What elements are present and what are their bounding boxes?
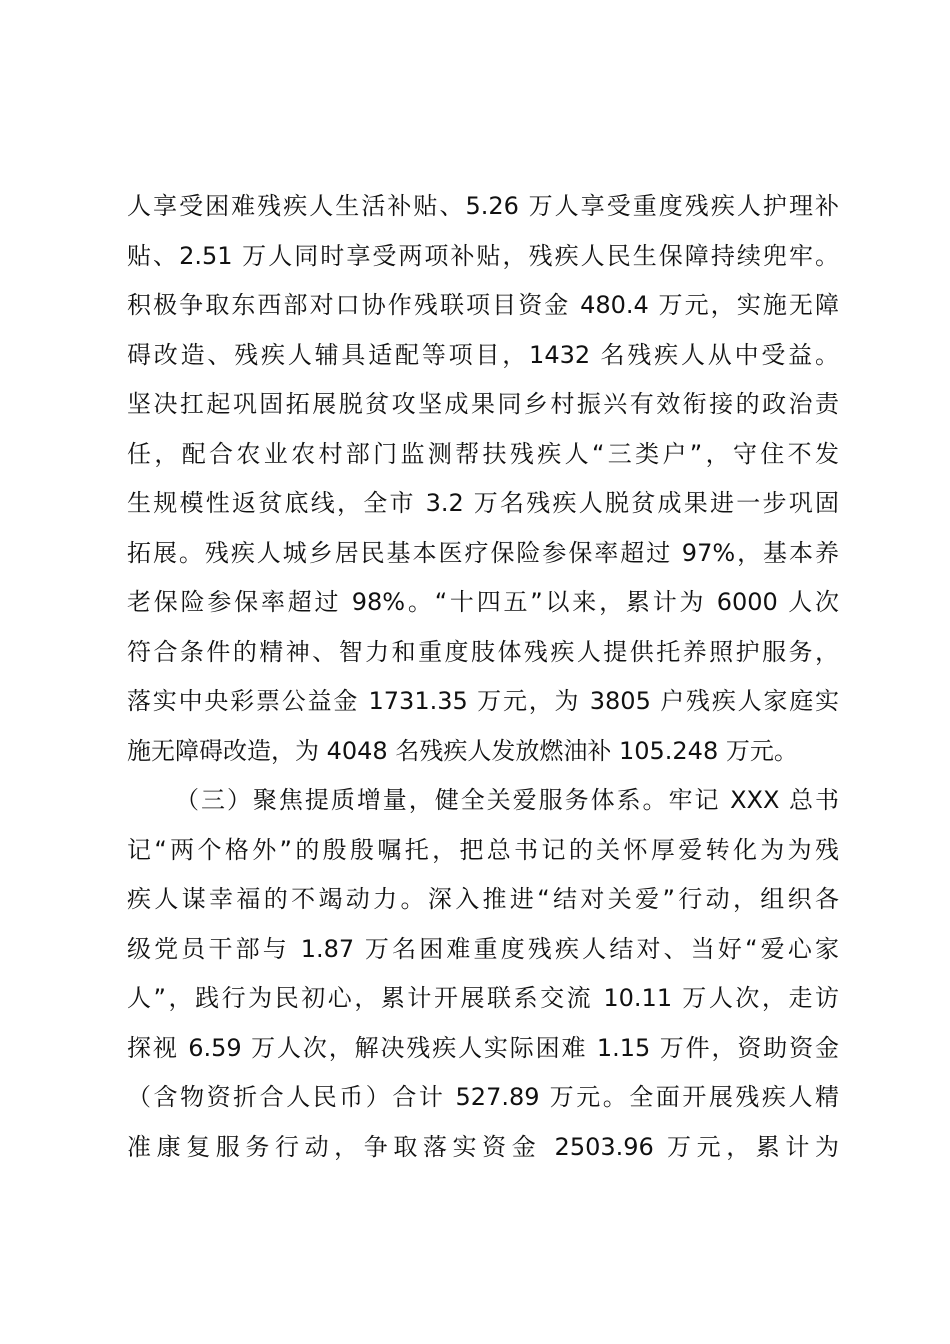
text-line: 碍改造、残疾人辅具适配等项目，1432 名残疾人从中受益。 xyxy=(127,340,839,369)
text-line: 人”，践行为民初心，累计开展联系交流 10.11 万人次，走访 xyxy=(127,984,839,1012)
paragraph-end-line: 施无障碍改造，为 4048 名残疾人发放燃油补 105.248 万元。 xyxy=(127,736,798,765)
section-heading-line: （三）聚焦提质增量，健全关爱服务体系。牢记 XXX 总书 xyxy=(175,786,839,814)
text-line: 贴、2.51 万人同时享受两项补贴，残疾人民生保障持续兜牢。 xyxy=(127,241,839,270)
text-line: 拓展。残疾人城乡居民基本医疗保险参保率超过 97%，基本养 xyxy=(127,538,839,567)
text-line: 落实中央彩票公益金 1731.35 万元，为 3805 户残疾人家庭实 xyxy=(127,687,839,715)
text-line: 疾人谋幸福的不竭动力。深入推进“结对关爱”行动，组织各 xyxy=(127,885,839,913)
text-line: 任，配合农业农村部门监测帮扶残疾人“三类户”，守住不发 xyxy=(127,439,839,468)
text-line: 符合条件的精神、智力和重度肢体残疾人提供托养照护服务， xyxy=(127,637,839,666)
text-line: 积极争取东西部对口协作残联项目资金 480.4 万元，实施无障 xyxy=(127,291,839,319)
text-line: 记“两个格外”的殷殷嘱托，把总书记的关怀厚爱转化为为残 xyxy=(127,835,839,864)
text-line: （含物资折合人民币）合计 527.89 万元。全面开展残疾人精 xyxy=(127,1083,839,1111)
text-line: 坚决扛起巩固拓展脱贫攻坚成果同乡村振兴有效衔接的政治责 xyxy=(127,390,839,418)
text-line: 老保险参保率超过 98%。“十四五”以来，累计为 6000 人次 xyxy=(127,588,839,616)
text-line: 准康复服务行动，争取落实资金 2503.96 万元，累计为 xyxy=(127,1132,839,1161)
text-line: 探视 6.59 万人次，解决残疾人实际困难 1.15 万件，资助资金 xyxy=(127,1033,839,1062)
text-line: 级党员干部与 1.87 万名困难重度残疾人结对、当好“爱心家 xyxy=(127,934,839,963)
body-text xyxy=(127,182,839,1172)
text-line: 生规模性返贫底线，全市 3.2 万名残疾人脱贫成果进一步巩固 xyxy=(127,489,839,517)
text-line: 人享受困难残疾人生活补贴、5.26 万人享受重度残疾人护理补 xyxy=(127,192,839,220)
